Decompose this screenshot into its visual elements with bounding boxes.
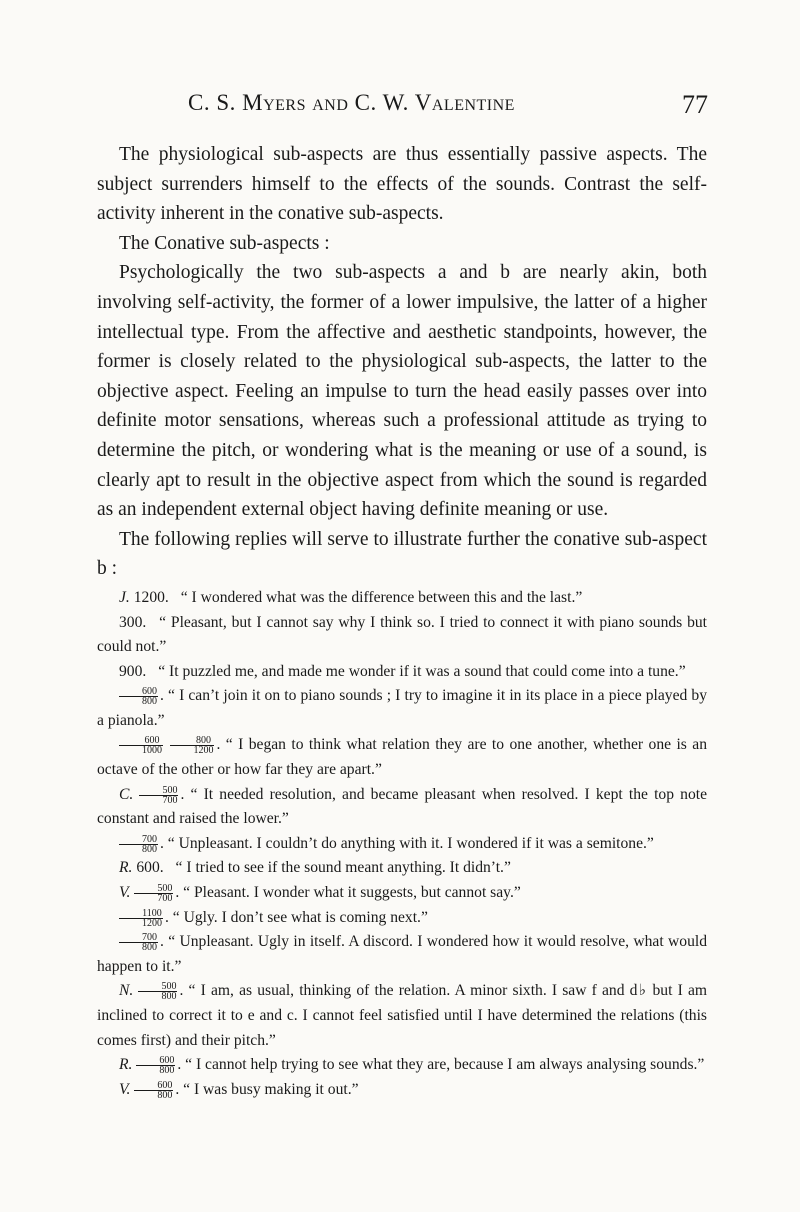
reply-item: N. $\frac{500}{800}$ . “ I am, as usual, thinking of the relation. A minor sixth. I saw f and d♭ but I am inclined to correct it to e and c. I cannot feel satisfied until I have determined the relations (this comes first) and their pitch.” bbox=[97, 981, 707, 1049]
reply-item bbox=[97, 660, 707, 685]
reply-text: “ I cannot help trying to see what they are, because I am always analysing sounds.” bbox=[185, 1056, 705, 1074]
reply-item bbox=[97, 611, 707, 660]
reply-item: $\frac{700}{800}$ . “ Unpleasant. Ugly in itself. A discord. I wondered how it would resolve, what would happen to it.” bbox=[97, 932, 707, 975]
reply-item: $\frac{700}{800}$ . “ Unpleasant. I couldn’t do anything with it. I wondered if it was a semitone.” bbox=[97, 832, 707, 857]
reply-text: “ Pleasant. I wonder what it suggests, but cannot say.” bbox=[183, 884, 521, 902]
reply-text: “ Ugly. I don’t see what is coming next.” bbox=[172, 908, 428, 926]
reply-item: $\frac{600}{1000}$ $\frac{800}{1200}$ . “ I began to think what relation they are to one another, whether one is an octave of the other or how far they are apart.” bbox=[97, 735, 708, 779]
reply-item: $\frac{1100}{1200}$ . “ Ugly. I don’t see what is coming next.” bbox=[97, 906, 707, 931]
subject-letter: N. bbox=[119, 982, 134, 1000]
page-number: 77 bbox=[682, 90, 708, 119]
ratio-fraction: $\frac{500}{800}$ bbox=[138, 982, 177, 1001]
reply-text: “ I am, as usual, thinking of the relation. A minor sixth. I saw f and d♭ but I am inclined to correct it to e and c. I cannot feel satisfied until I have determined the relations (this comes first) and their pitch.” bbox=[97, 982, 707, 1049]
ratio-fraction: $\frac{800}{1200}$ bbox=[170, 736, 214, 755]
reply-text: “ I wondered what was the difference between this and the last.” bbox=[180, 588, 583, 606]
reply-item bbox=[97, 856, 707, 881]
reply-label: 900. bbox=[119, 662, 147, 680]
subject-letter: V. bbox=[119, 1080, 131, 1098]
subject-letter: R. bbox=[119, 1056, 133, 1074]
page-header bbox=[188, 90, 708, 126]
body-text bbox=[97, 140, 707, 1102]
ratio-fraction: $\frac{700}{800}$ bbox=[119, 933, 158, 952]
reply-text: “ Pleasant, but I cannot say why I think so. I tried to connect it with piano sounds but could not.” bbox=[97, 613, 707, 656]
ratio-fraction: $\frac{600}{800}$ bbox=[134, 1081, 173, 1100]
paragraph-psychologically: Psychologically the two sub-aspects a and b are nearly akin, both involving self-activity, the former of a lower impulsive, the latter of a higher intellectual type. From the affective and aesthetic standpoints, however, the former is closely related to the physiological sub-aspects, the latter to the objective aspect. Feeling an impulse to turn the head easily passes over into definite motor sensations, whereas such a professional attitude as trying to determine the pitch, or wondering what is the meaning or use of a sound, is clearly apt to result in the objective aspect from which the sound is regarded as an independent external object having definite meaning or use. bbox=[97, 262, 707, 521]
paragraph-physiological: The physiological sub-aspects are thus essentially passive aspects. The subject surrenders himself to the effects of the sounds. Contrast the self-activity inherent in the conative sub-aspects. bbox=[97, 144, 707, 225]
reply-label: 300. bbox=[119, 613, 147, 631]
ratio-fraction: $\frac{1100}{1200}$ bbox=[119, 909, 163, 928]
reply-text: “ I tried to see if the sound meant anything. It didn’t.” bbox=[175, 859, 511, 877]
reply-text: “ Unpleasant. Ugly in itself. A discord. I wondered how it would resolve, what would happen to it.” bbox=[97, 933, 707, 975]
subject-letter: C. bbox=[119, 785, 134, 803]
ratio-fraction: $\frac{500}{700}$ bbox=[134, 884, 173, 903]
ratio-fraction: $\frac{600}{1000}$ bbox=[119, 736, 163, 755]
reply-text: “ Unpleasant. I couldn’t do anything with it. I wondered if it was a semitone.” bbox=[167, 834, 654, 852]
subject-letter: J. bbox=[119, 588, 130, 606]
section-heading-conative: The Conative sub-aspects : bbox=[119, 232, 330, 254]
reply-text: “ I began to think what relation they are to one another, whether one is an octave of the other or how far they are apart.” bbox=[97, 736, 708, 779]
reply-item: V. $\frac{500}{700}$ . “ Pleasant. I wonder what it suggests, but cannot say.” bbox=[119, 882, 521, 904]
subject-letter: V. bbox=[119, 884, 131, 902]
reply-text: “ I was busy making it out.” bbox=[183, 1080, 359, 1098]
reply-label: 600. bbox=[136, 859, 164, 877]
ratio-fraction: $\frac{600}{800}$ bbox=[136, 1056, 175, 1075]
reply-text: “ It puzzled me, and made me wonder if it was a sound that could come into a tune.” bbox=[158, 662, 686, 680]
replies-list bbox=[97, 586, 707, 1102]
reply-text: “ It needed resolution, and became pleasant when resolved. I kept the top note constant and raised the lower.” bbox=[97, 785, 707, 828]
paragraph-following-replies: The following replies will serve to illustrate further the conative sub-aspect b : bbox=[97, 528, 707, 580]
reply-item: C. $\frac{500}{700}$ . “ It needed resolution, and became pleasant when resolved. I kept the top note constant and raised the lower.” bbox=[97, 784, 707, 828]
subject-letter: R. bbox=[119, 859, 133, 877]
ratio-fraction: $\frac{600}{800}$ bbox=[119, 687, 158, 706]
ratio-fraction: $\frac{700}{800}$ bbox=[119, 835, 158, 854]
reply-item bbox=[97, 586, 707, 611]
reply-item: $\frac{600}{800}$ . “ I can’t join it on to piano sounds ; I try to imagine it in its place in a piece played by a pianola.” bbox=[97, 686, 708, 729]
reply-text: “ I can’t join it on to piano sounds ; I try to imagine it in its place in a piece played by a pianola.” bbox=[97, 687, 708, 729]
ratio-fraction: $\frac{500}{700}$ bbox=[139, 786, 178, 805]
reply-item: R. $\frac{600}{800}$ . “ I cannot help trying to see what they are, because I am always analysing sounds.” bbox=[119, 1055, 705, 1077]
running-head: C. S. Myers and C. W. Valentine bbox=[188, 90, 515, 115]
reply-label: 1200. bbox=[133, 588, 169, 606]
reply-item: V. $\frac{600}{800}$ . “ I was busy making it out.” bbox=[119, 1079, 359, 1101]
